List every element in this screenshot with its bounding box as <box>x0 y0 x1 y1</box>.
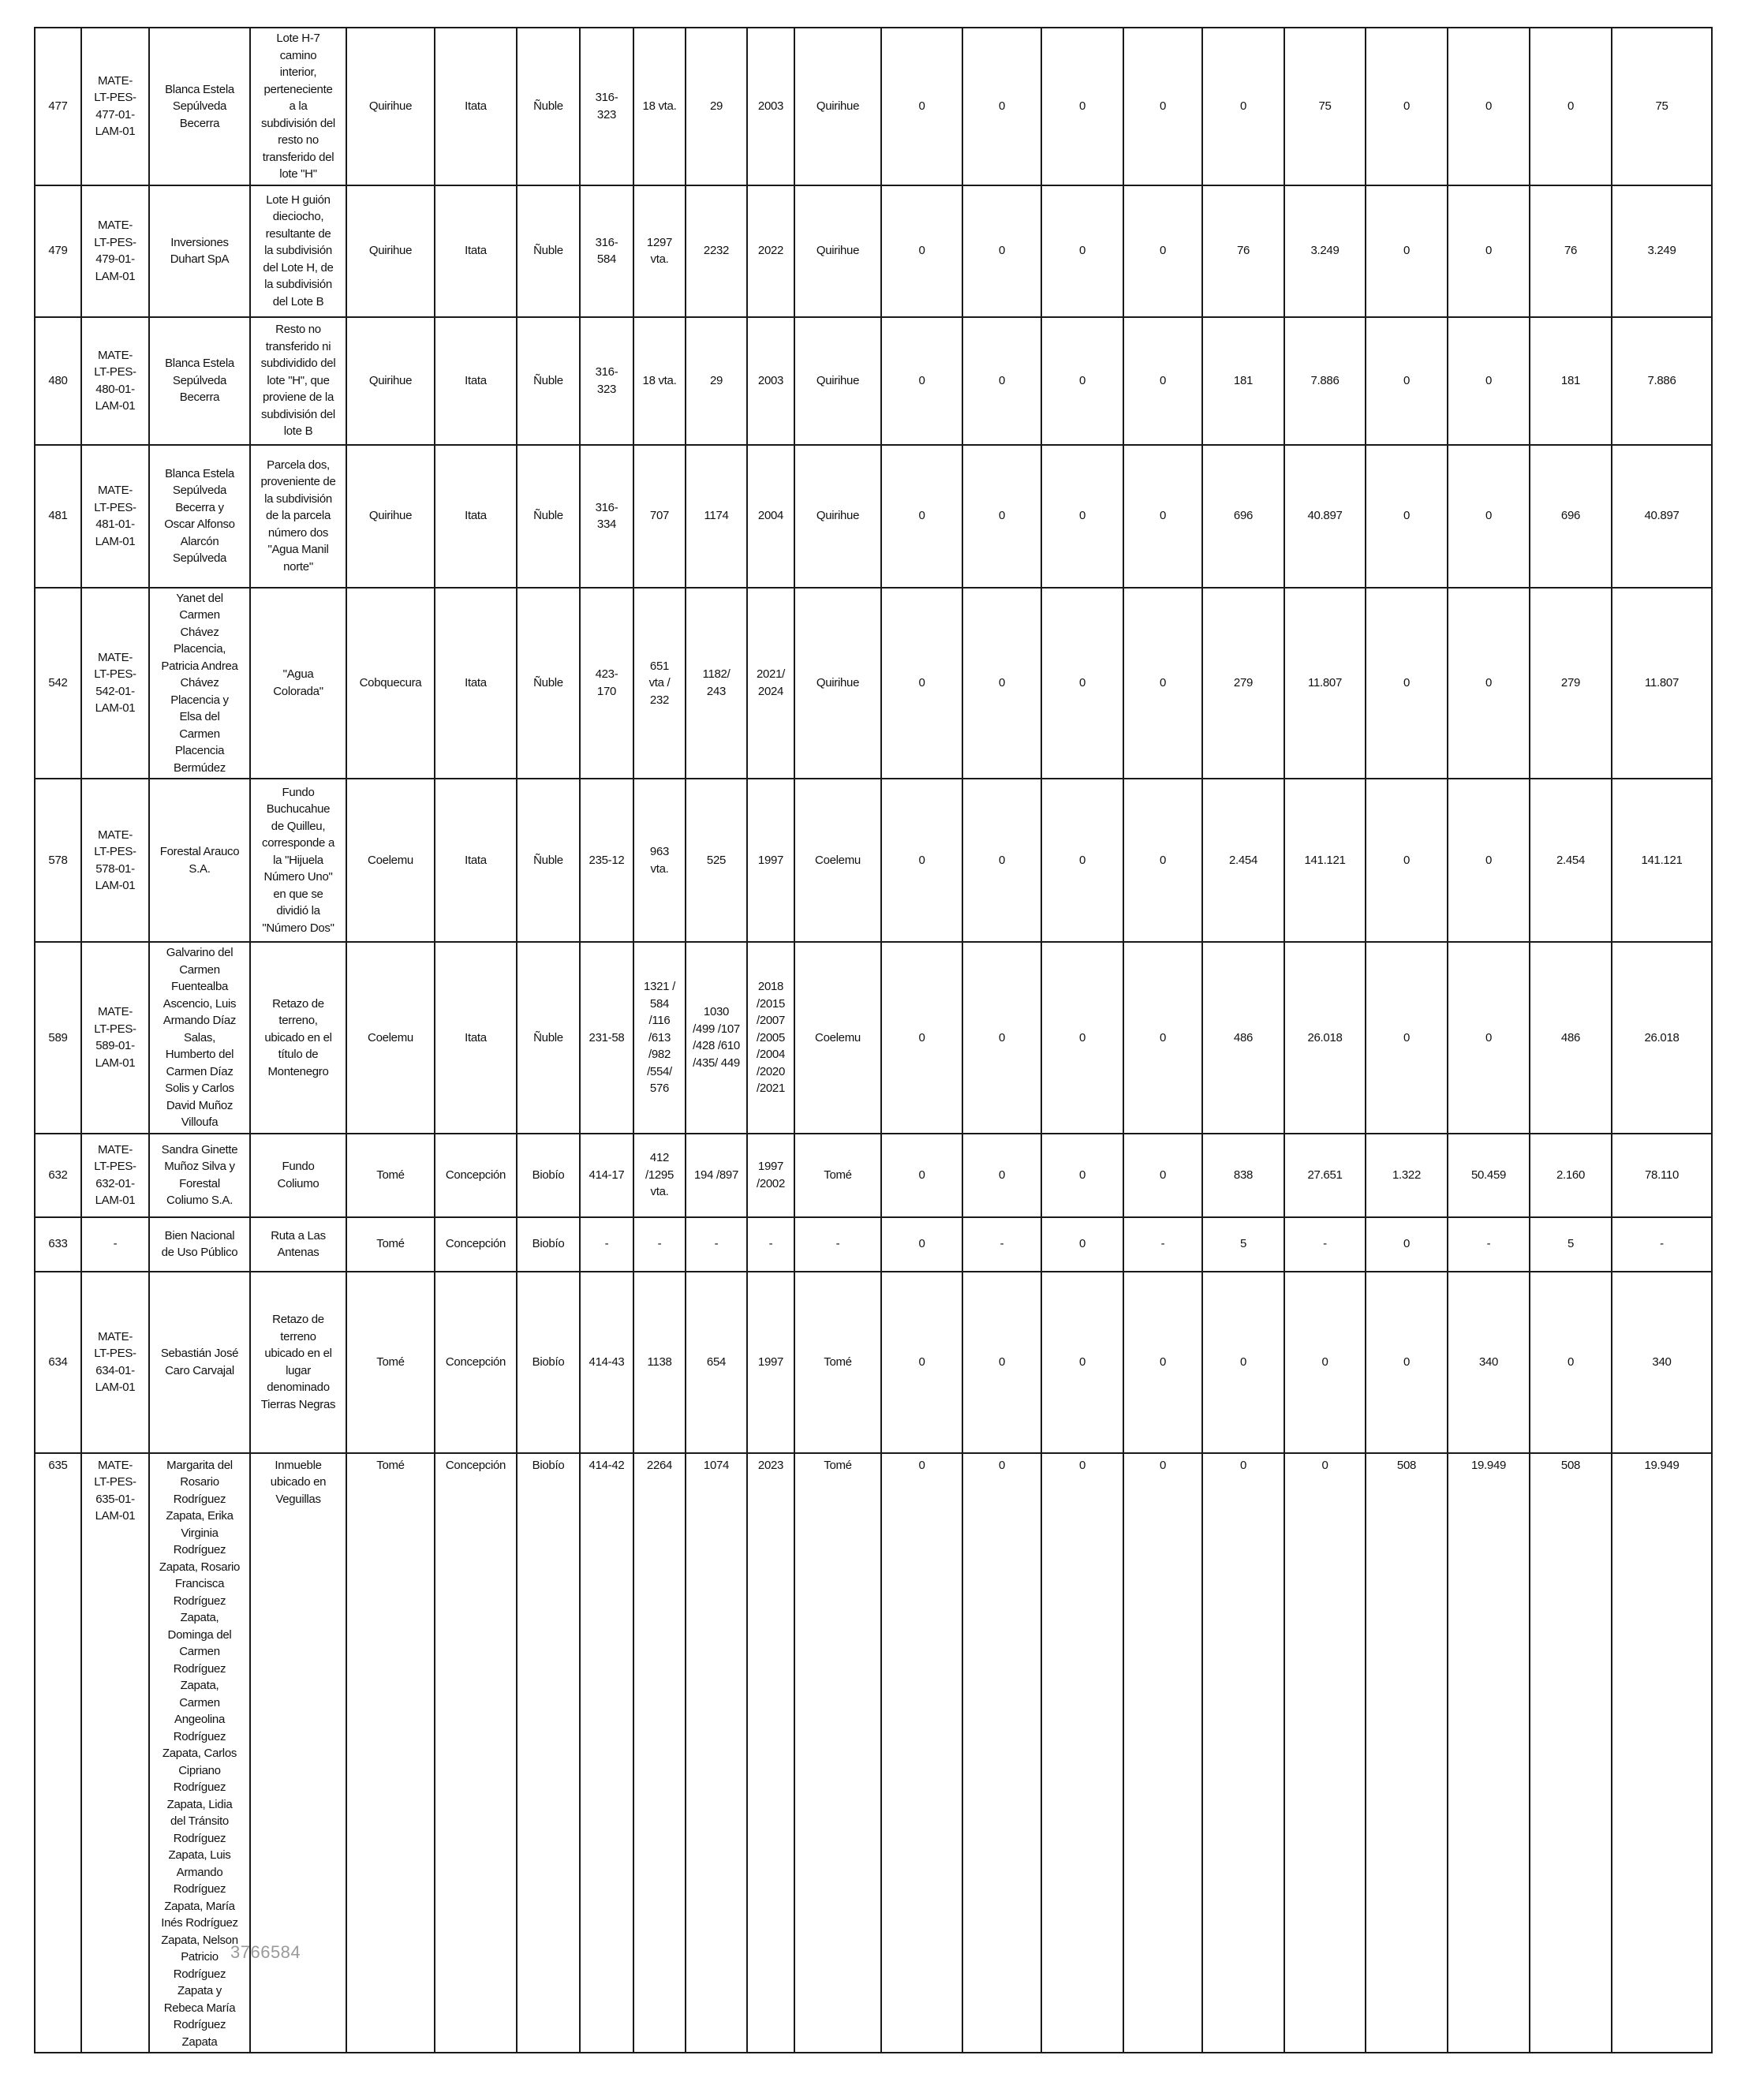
table-row <box>35 185 1712 317</box>
folio-cell: 2264 <box>633 1453 686 2053</box>
year-cell: 2021/ 2024 <box>747 588 794 779</box>
value-cell-1: 0 <box>881 28 962 185</box>
table-row <box>35 317 1712 445</box>
table-row <box>35 942 1712 1134</box>
number-cell: - <box>686 1217 747 1272</box>
value-cell-6: 75 <box>1284 28 1366 185</box>
year-cell: - <box>747 1217 794 1272</box>
region-cell: Ñuble <box>517 317 580 445</box>
value-cell-2: 0 <box>962 1453 1041 2053</box>
row-number-cell: 542 <box>35 588 81 779</box>
value-cell-3: 0 <box>1041 28 1123 185</box>
plan-code-cell: - <box>81 1217 149 1272</box>
value-cell-5: 696 <box>1202 445 1284 588</box>
row-number-cell: 578 <box>35 779 81 942</box>
value-cell-3: 0 <box>1041 317 1123 445</box>
number-cell: 1030 /499 /107 /428 /610 /435/ 449 <box>686 942 747 1134</box>
owner-cell: Forestal Arauco S.A. <box>149 779 250 942</box>
value-cell-5: 279 <box>1202 588 1284 779</box>
property-description-cell: "Agua Colorada" <box>250 588 346 779</box>
table-row <box>35 445 1712 588</box>
commune-cell: Coelemu <box>346 779 435 942</box>
region-cell: Ñuble <box>517 588 580 779</box>
folio-cell: 1321 / 584 /116 /613 /982 /554/ 576 <box>633 942 686 1134</box>
plan-code-cell: MATE- LT-PES- 477-01- LAM-01 <box>81 28 149 185</box>
commune-cell: Quirihue <box>346 185 435 317</box>
value-cell-4: 0 <box>1123 1272 1202 1453</box>
commune-cell: Quirihue <box>346 317 435 445</box>
parcel-table <box>34 27 1713 2053</box>
row-number-cell: 589 <box>35 942 81 1134</box>
value-cell-8: 0 <box>1448 588 1530 779</box>
value-cell-9: 5 <box>1530 1217 1612 1272</box>
value-cell-7: 0 <box>1366 185 1448 317</box>
owner-cell: Inversiones Duhart SpA <box>149 185 250 317</box>
value-cell-5: 0 <box>1202 28 1284 185</box>
value-cell-10: 7.886 <box>1612 317 1712 445</box>
plan-code-cell: MATE- LT-PES- 634-01- LAM-01 <box>81 1272 149 1453</box>
value-cell-2: 0 <box>962 185 1041 317</box>
value-cell-7: 0 <box>1366 942 1448 1134</box>
value-cell-7: 0 <box>1366 28 1448 185</box>
property-description-cell: Lote H guión dieciocho, resultante de la subdivisión del Lote H, de la subdivisión del Lote B <box>250 185 346 317</box>
value-cell-3: 0 <box>1041 1134 1123 1217</box>
region-cell: Ñuble <box>517 28 580 185</box>
table-row <box>35 588 1712 779</box>
value-cell-2: 0 <box>962 317 1041 445</box>
province-cell: Itata <box>435 942 517 1134</box>
role-cell: - <box>580 1217 633 1272</box>
commune-cell: Quirihue <box>346 445 435 588</box>
registry-cell: - <box>794 1217 881 1272</box>
row-number-cell: 634 <box>35 1272 81 1453</box>
registry-cell: Coelemu <box>794 779 881 942</box>
property-description-cell: Resto no transferido ni subdividido del lote "H", que proviene de la subdivisión del lote B <box>250 317 346 445</box>
value-cell-1: 0 <box>881 445 962 588</box>
value-cell-4: - <box>1123 1217 1202 1272</box>
year-cell: 2004 <box>747 445 794 588</box>
plan-code-cell: MATE- LT-PES- 632-01- LAM-01 <box>81 1134 149 1217</box>
value-cell-1: 0 <box>881 942 962 1134</box>
value-cell-8: 340 <box>1448 1272 1530 1453</box>
value-cell-9: 279 <box>1530 588 1612 779</box>
value-cell-10: 19.949 <box>1612 1453 1712 2053</box>
commune-cell: Tomé <box>346 1453 435 2053</box>
year-cell: 1997 /2002 <box>747 1134 794 1217</box>
province-cell: Itata <box>435 28 517 185</box>
number-cell: 1182/ 243 <box>686 588 747 779</box>
region-cell: Biobío <box>517 1272 580 1453</box>
value-cell-6: 40.897 <box>1284 445 1366 588</box>
value-cell-3: 0 <box>1041 779 1123 942</box>
year-cell: 1997 <box>747 1272 794 1453</box>
value-cell-10: 78.110 <box>1612 1134 1712 1217</box>
value-cell-6: 3.249 <box>1284 185 1366 317</box>
value-cell-4: 0 <box>1123 1453 1202 2053</box>
region-cell: Ñuble <box>517 445 580 588</box>
value-cell-5: 181 <box>1202 317 1284 445</box>
value-cell-2: 0 <box>962 779 1041 942</box>
role-cell: 235-12 <box>580 779 633 942</box>
value-cell-8: 19.949 <box>1448 1453 1530 2053</box>
commune-cell: Tomé <box>346 1272 435 1453</box>
value-cell-10: 340 <box>1612 1272 1712 1453</box>
province-cell: Concepción <box>435 1134 517 1217</box>
folio-cell: 18 vta. <box>633 28 686 185</box>
value-cell-7: 1.322 <box>1366 1134 1448 1217</box>
value-cell-8: 0 <box>1448 317 1530 445</box>
region-cell: Biobío <box>517 1453 580 2053</box>
folio-cell: 707 <box>633 445 686 588</box>
province-cell: Itata <box>435 588 517 779</box>
value-cell-1: 0 <box>881 588 962 779</box>
owner-cell: Blanca Estela Sepúlveda Becerra <box>149 28 250 185</box>
province-cell: Itata <box>435 317 517 445</box>
property-description-cell: Retazo de terreno, ubicado en el título de Montenegro <box>250 942 346 1134</box>
commune-cell: Cobquecura <box>346 588 435 779</box>
value-cell-6: 11.807 <box>1284 588 1366 779</box>
value-cell-9: 0 <box>1530 1272 1612 1453</box>
value-cell-2: 0 <box>962 588 1041 779</box>
value-cell-8: 0 <box>1448 779 1530 942</box>
registry-cell: Quirihue <box>794 317 881 445</box>
year-cell: 1997 <box>747 779 794 942</box>
region-cell: Biobío <box>517 1217 580 1272</box>
plan-code-cell: MATE- LT-PES- 479-01- LAM-01 <box>81 185 149 317</box>
value-cell-3: 0 <box>1041 185 1123 317</box>
number-cell: 194 /897 <box>686 1134 747 1217</box>
plan-code-cell: MATE- LT-PES- 578-01- LAM-01 <box>81 779 149 942</box>
value-cell-2: 0 <box>962 1272 1041 1453</box>
owner-cell: Margarita del Rosario Rodríguez Zapata, Erika Virginia Rodríguez Zapata, Rosario Francisca Rodríguez Zapata, Dominga del Carmen Rodríguez Zapata, Carmen Angeolina Rodríguez Zapata, Carlos Cipriano Rodríguez Zapata, Lidia del Tránsito Rodríguez Zapata, Luis Armando Rodríguez Zapata, María Inés Rodríguez Zapata, Nelson Patricio Rodríguez Zapata y Rebeca María Rodríguez Zapata <box>149 1453 250 2053</box>
value-cell-3: 0 <box>1041 1217 1123 1272</box>
province-cell: Itata <box>435 185 517 317</box>
region-cell: Ñuble <box>517 779 580 942</box>
value-cell-8: - <box>1448 1217 1530 1272</box>
value-cell-10: - <box>1612 1217 1712 1272</box>
owner-cell: Yanet del Carmen Chávez Placencia, Patricia Andrea Chávez Placencia y Elsa del Carmen Placencia Bermúdez <box>149 588 250 779</box>
province-cell: Concepción <box>435 1272 517 1453</box>
value-cell-1: 0 <box>881 1272 962 1453</box>
value-cell-9: 696 <box>1530 445 1612 588</box>
value-cell-9: 508 <box>1530 1453 1612 2053</box>
owner-cell: Galvarino del Carmen Fuentealba Ascencio, Luis Armando Díaz Salas, Humberto del Carmen Díaz Solis y Carlos David Muñoz Villoufa <box>149 942 250 1134</box>
value-cell-3: 0 <box>1041 588 1123 779</box>
role-cell: 423- 170 <box>580 588 633 779</box>
folio-cell: 1297 vta. <box>633 185 686 317</box>
value-cell-10: 11.807 <box>1612 588 1712 779</box>
table-row <box>35 1134 1712 1217</box>
number-cell: 1074 <box>686 1453 747 2053</box>
value-cell-5: 2.454 <box>1202 779 1284 942</box>
owner-cell: Blanca Estela Sepúlveda Becerra <box>149 317 250 445</box>
registry-cell: Quirihue <box>794 445 881 588</box>
region-cell: Biobío <box>517 1134 580 1217</box>
number-cell: 525 <box>686 779 747 942</box>
value-cell-3: 0 <box>1041 1453 1123 2053</box>
property-description-cell: Ruta a Las Antenas <box>250 1217 346 1272</box>
value-cell-10: 141.121 <box>1612 779 1712 942</box>
role-cell: 414-43 <box>580 1272 633 1453</box>
province-cell: Itata <box>435 445 517 588</box>
owner-cell: Bien Nacional de Uso Público <box>149 1217 250 1272</box>
folio-cell: 651 vta / 232 <box>633 588 686 779</box>
value-cell-7: 0 <box>1366 779 1448 942</box>
value-cell-3: 0 <box>1041 942 1123 1134</box>
registry-cell: Quirihue <box>794 28 881 185</box>
plan-code-cell: MATE- LT-PES- 589-01- LAM-01 <box>81 942 149 1134</box>
value-cell-9: 76 <box>1530 185 1612 317</box>
value-cell-6: 27.651 <box>1284 1134 1366 1217</box>
folio-cell: 412 /1295 vta. <box>633 1134 686 1217</box>
year-cell: 2018 /2015 /2007 /2005 /2004 /2020 /2021 <box>747 942 794 1134</box>
value-cell-1: 0 <box>881 1453 962 2053</box>
value-cell-8: 0 <box>1448 942 1530 1134</box>
value-cell-6: 0 <box>1284 1453 1366 2053</box>
region-cell: Ñuble <box>517 185 580 317</box>
number-cell: 1174 <box>686 445 747 588</box>
role-cell: 316- 334 <box>580 445 633 588</box>
plan-code-cell: MATE- LT-PES- 480-01- LAM-01 <box>81 317 149 445</box>
value-cell-4: 0 <box>1123 185 1202 317</box>
value-cell-1: 0 <box>881 1134 962 1217</box>
folio-cell: - <box>633 1217 686 1272</box>
commune-cell: Tomé <box>346 1134 435 1217</box>
table-row <box>35 1272 1712 1453</box>
registry-cell: Tomé <box>794 1134 881 1217</box>
role-cell: 414-17 <box>580 1134 633 1217</box>
property-description-cell: Lote H-7 camino interior, perteneciente a la subdivisión del resto no transferido del lote "H" <box>250 28 346 185</box>
value-cell-4: 0 <box>1123 942 1202 1134</box>
value-cell-9: 2.160 <box>1530 1134 1612 1217</box>
value-cell-1: 0 <box>881 779 962 942</box>
row-number-cell: 479 <box>35 185 81 317</box>
value-cell-5: 838 <box>1202 1134 1284 1217</box>
document-watermark: 3766584 <box>230 1942 301 1962</box>
table-row <box>35 28 1712 185</box>
value-cell-1: 0 <box>881 1217 962 1272</box>
value-cell-3: 0 <box>1041 1272 1123 1453</box>
property-description-cell: Inmueble ubicado en Veguillas <box>250 1453 346 2053</box>
value-cell-8: 0 <box>1448 445 1530 588</box>
value-cell-4: 0 <box>1123 1134 1202 1217</box>
value-cell-5: 486 <box>1202 942 1284 1134</box>
value-cell-9: 2.454 <box>1530 779 1612 942</box>
province-cell: Concepción <box>435 1453 517 2053</box>
value-cell-10: 40.897 <box>1612 445 1712 588</box>
year-cell: 2003 <box>747 28 794 185</box>
province-cell: Itata <box>435 779 517 942</box>
value-cell-4: 0 <box>1123 317 1202 445</box>
value-cell-2: 0 <box>962 1134 1041 1217</box>
value-cell-7: 0 <box>1366 1272 1448 1453</box>
number-cell: 2232 <box>686 185 747 317</box>
property-description-cell: Parcela dos, proveniente de la subdivisión de la parcela número dos "Agua Manil norte" <box>250 445 346 588</box>
value-cell-6: 0 <box>1284 1272 1366 1453</box>
role-cell: 316- 323 <box>580 317 633 445</box>
owner-cell: Sebastián José Caro Carvajal <box>149 1272 250 1453</box>
owner-cell: Blanca Estela Sepúlveda Becerra y Oscar Alfonso Alarcón Sepúlveda <box>149 445 250 588</box>
value-cell-9: 486 <box>1530 942 1612 1134</box>
registry-cell: Tomé <box>794 1453 881 2053</box>
table-row <box>35 1217 1712 1272</box>
role-cell: 316- 323 <box>580 28 633 185</box>
value-cell-5: 5 <box>1202 1217 1284 1272</box>
value-cell-4: 0 <box>1123 28 1202 185</box>
value-cell-1: 0 <box>881 185 962 317</box>
row-number-cell: 632 <box>35 1134 81 1217</box>
commune-cell: Coelemu <box>346 942 435 1134</box>
commune-cell: Tomé <box>346 1217 435 1272</box>
plan-code-cell: MATE- LT-PES- 542-01- LAM-01 <box>81 588 149 779</box>
value-cell-10: 26.018 <box>1612 942 1712 1134</box>
commune-cell: Quirihue <box>346 28 435 185</box>
value-cell-2: - <box>962 1217 1041 1272</box>
value-cell-6: - <box>1284 1217 1366 1272</box>
row-number-cell: 480 <box>35 317 81 445</box>
value-cell-7: 0 <box>1366 445 1448 588</box>
row-number-cell: 477 <box>35 28 81 185</box>
owner-cell: Sandra Ginette Muñoz Silva y Forestal Coliumo S.A. <box>149 1134 250 1217</box>
value-cell-4: 0 <box>1123 588 1202 779</box>
role-cell: 316- 584 <box>580 185 633 317</box>
property-description-cell: Fundo Coliumo <box>250 1134 346 1217</box>
value-cell-7: 0 <box>1366 588 1448 779</box>
region-cell: Ñuble <box>517 942 580 1134</box>
value-cell-5: 76 <box>1202 185 1284 317</box>
registry-cell: Quirihue <box>794 588 881 779</box>
table-row <box>35 779 1712 942</box>
province-cell: Concepción <box>435 1217 517 1272</box>
value-cell-3: 0 <box>1041 445 1123 588</box>
registry-cell: Coelemu <box>794 942 881 1134</box>
value-cell-10: 75 <box>1612 28 1712 185</box>
number-cell: 654 <box>686 1272 747 1453</box>
plan-code-cell: MATE- LT-PES- 635-01- LAM-01 <box>81 1453 149 2053</box>
row-number-cell: 633 <box>35 1217 81 1272</box>
registry-cell: Quirihue <box>794 185 881 317</box>
folio-cell: 963 vta. <box>633 779 686 942</box>
folio-cell: 18 vta. <box>633 317 686 445</box>
registry-cell: Tomé <box>794 1272 881 1453</box>
value-cell-7: 0 <box>1366 1217 1448 1272</box>
value-cell-8: 0 <box>1448 28 1530 185</box>
value-cell-6: 7.886 <box>1284 317 1366 445</box>
property-description-cell: Fundo Buchucahue de Quilleu, corresponde a la "Hijuela Número Uno" en que se dividió la "Número Dos" <box>250 779 346 942</box>
value-cell-4: 0 <box>1123 445 1202 588</box>
folio-cell: 1138 <box>633 1272 686 1453</box>
value-cell-8: 0 <box>1448 185 1530 317</box>
number-cell: 29 <box>686 28 747 185</box>
value-cell-4: 0 <box>1123 779 1202 942</box>
role-cell: 414-42 <box>580 1453 633 2053</box>
value-cell-5: 0 <box>1202 1272 1284 1453</box>
year-cell: 2022 <box>747 185 794 317</box>
value-cell-5: 0 <box>1202 1453 1284 2053</box>
number-cell: 29 <box>686 317 747 445</box>
value-cell-8: 50.459 <box>1448 1134 1530 1217</box>
value-cell-1: 0 <box>881 317 962 445</box>
plan-code-cell: MATE- LT-PES- 481-01- LAM-01 <box>81 445 149 588</box>
row-number-cell: 481 <box>35 445 81 588</box>
year-cell: 2023 <box>747 1453 794 2053</box>
property-description-cell: Retazo de terreno ubicado en el lugar denominado Tierras Negras <box>250 1272 346 1453</box>
value-cell-2: 0 <box>962 942 1041 1134</box>
row-number-cell: 635 <box>35 1453 81 2053</box>
value-cell-9: 181 <box>1530 317 1612 445</box>
value-cell-6: 141.121 <box>1284 779 1366 942</box>
value-cell-2: 0 <box>962 445 1041 588</box>
value-cell-10: 3.249 <box>1612 185 1712 317</box>
value-cell-2: 0 <box>962 28 1041 185</box>
value-cell-7: 0 <box>1366 317 1448 445</box>
value-cell-9: 0 <box>1530 28 1612 185</box>
value-cell-6: 26.018 <box>1284 942 1366 1134</box>
role-cell: 231-58 <box>580 942 633 1134</box>
value-cell-7: 508 <box>1366 1453 1448 2053</box>
year-cell: 2003 <box>747 317 794 445</box>
